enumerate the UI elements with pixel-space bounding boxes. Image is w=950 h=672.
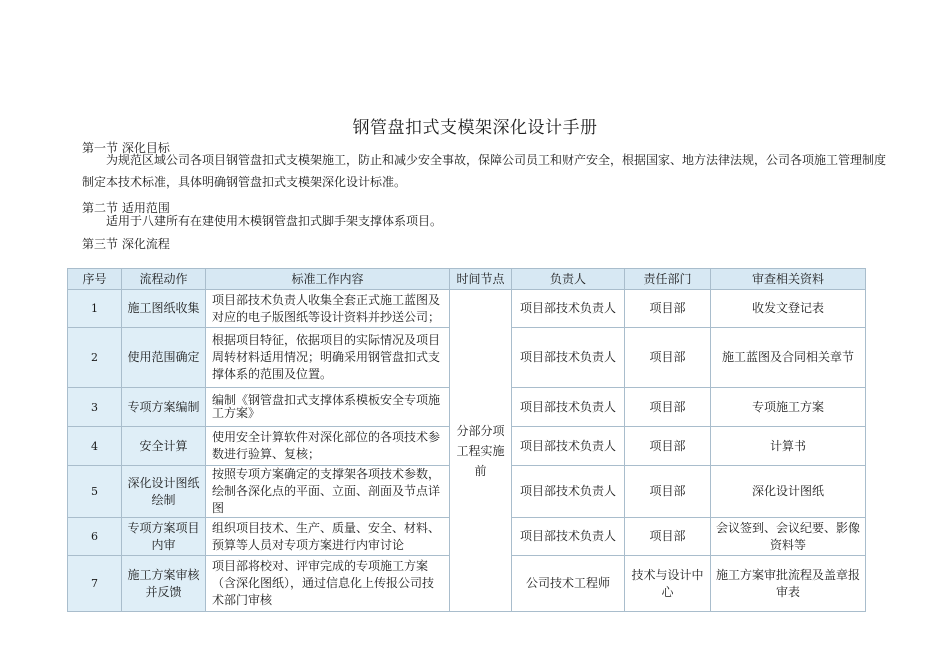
row-no: 5	[68, 466, 122, 518]
row-content: 根据项目特征，依据项目的实际情况及项目周转材料适用情况；明确采用钢管盘扣式支撑体系的范围及位置。	[206, 328, 450, 388]
row-action: 使用范围确定	[122, 328, 206, 388]
row-action: 施工图纸收集	[122, 290, 206, 328]
section-goal-line-1: 为规范区域公司各项目钢管盘扣式支模架施工，防止和减少安全事故，保障公司员工和财产安全，根据国家、地方法律法规，公司各项施工管理制度	[106, 153, 887, 167]
row-no: 4	[68, 427, 122, 466]
row-content: 使用安全计算软件对深化部位的各项技术参数进行验算、复核；	[206, 427, 450, 466]
row-owner: 项目部技术负责人	[512, 427, 625, 466]
row-content: 组织项目技术、生产、质量、安全、材料、预算等人员对专项方案进行内审讨论	[206, 518, 450, 556]
row-docs: 施工蓝图及合同相关章节	[711, 328, 866, 388]
row-no: 3	[68, 388, 122, 427]
header-action: 流程动作	[122, 269, 206, 290]
table-row	[68, 290, 866, 328]
row-docs: 计算书	[711, 427, 866, 466]
process-table	[67, 268, 866, 612]
row-content: 编制《钢管盘扣式支撑体系模板安全专项施工方案》	[206, 388, 450, 427]
row-docs: 专项施工方案	[711, 388, 866, 427]
row-no: 1	[68, 290, 122, 328]
row-no: 6	[68, 518, 122, 556]
row-action: 专项方案项目内审	[122, 518, 206, 556]
section-scope-line-1: 适用于八建所有在建使用木模钢管盘扣式脚手架支撑体系项目。	[106, 214, 443, 228]
row-action: 安全计算	[122, 427, 206, 466]
header-time: 时间节点	[450, 269, 512, 290]
row-dept: 项目部	[625, 466, 711, 518]
row-content: 项目部技术负责人收集全套正式施工蓝图及对应的电子版图纸等设计资料并抄送公司；	[206, 290, 450, 328]
row-action: 深化设计图纸绘制	[122, 466, 206, 518]
row-docs: 施工方案审批流程及盖章报审表	[711, 556, 866, 612]
row-dept: 项目部	[625, 328, 711, 388]
row-docs: 会议签到、会议纪要、影像资料等	[711, 518, 866, 556]
table-header-row	[68, 269, 866, 290]
row-dept: 技术与设计中心	[625, 556, 711, 612]
header-content: 标准工作内容	[206, 269, 450, 290]
header-owner: 负责人	[512, 269, 625, 290]
row-docs: 深化设计图纸	[711, 466, 866, 518]
header-no: 序号	[68, 269, 122, 290]
row-owner: 项目部技术负责人	[512, 290, 625, 328]
section-goal-line-2: 制定本技术标准，具体明确钢管盘扣式支模架深化设计标准。	[82, 175, 407, 189]
row-owner: 项目部技术负责人	[512, 518, 625, 556]
row-dept: 项目部	[625, 388, 711, 427]
row-owner: 项目部技术负责人	[512, 388, 625, 427]
header-docs: 审查相关资料	[711, 269, 866, 290]
section-heading-scope: 第二节 适用范围	[82, 201, 170, 215]
row-dept: 项目部	[625, 427, 711, 466]
row-owner: 项目部技术负责人	[512, 328, 625, 388]
row-content: 按照专项方案确定的支撑架各项技术参数，绘制各深化点的平面、立面、剖面及节点详图	[206, 466, 450, 518]
row-docs: 收发文登记表	[711, 290, 866, 328]
document-title: 钢管盘扣式支模架深化设计手册	[352, 118, 598, 138]
row-dept: 项目部	[625, 290, 711, 328]
row-owner: 项目部技术负责人	[512, 466, 625, 518]
row-content: 项目部将校对、评审完成的专项施工方案（含深化图纸），通过信息化上传报公司技术部门审核	[206, 556, 450, 612]
row-dept: 项目部	[625, 518, 711, 556]
row-owner: 公司技术工程师	[512, 556, 625, 612]
row-action: 施工方案审核并反馈	[122, 556, 206, 612]
header-dept: 责任部门	[625, 269, 711, 290]
row-action: 专项方案编制	[122, 388, 206, 427]
time-node: 分部分项工程实施前	[450, 290, 512, 612]
section-heading-process: 第三节 深化流程	[82, 237, 170, 251]
row-no: 2	[68, 328, 122, 388]
section-heading-goal: 第一节 深化目标	[82, 141, 170, 155]
row-no: 7	[68, 556, 122, 612]
